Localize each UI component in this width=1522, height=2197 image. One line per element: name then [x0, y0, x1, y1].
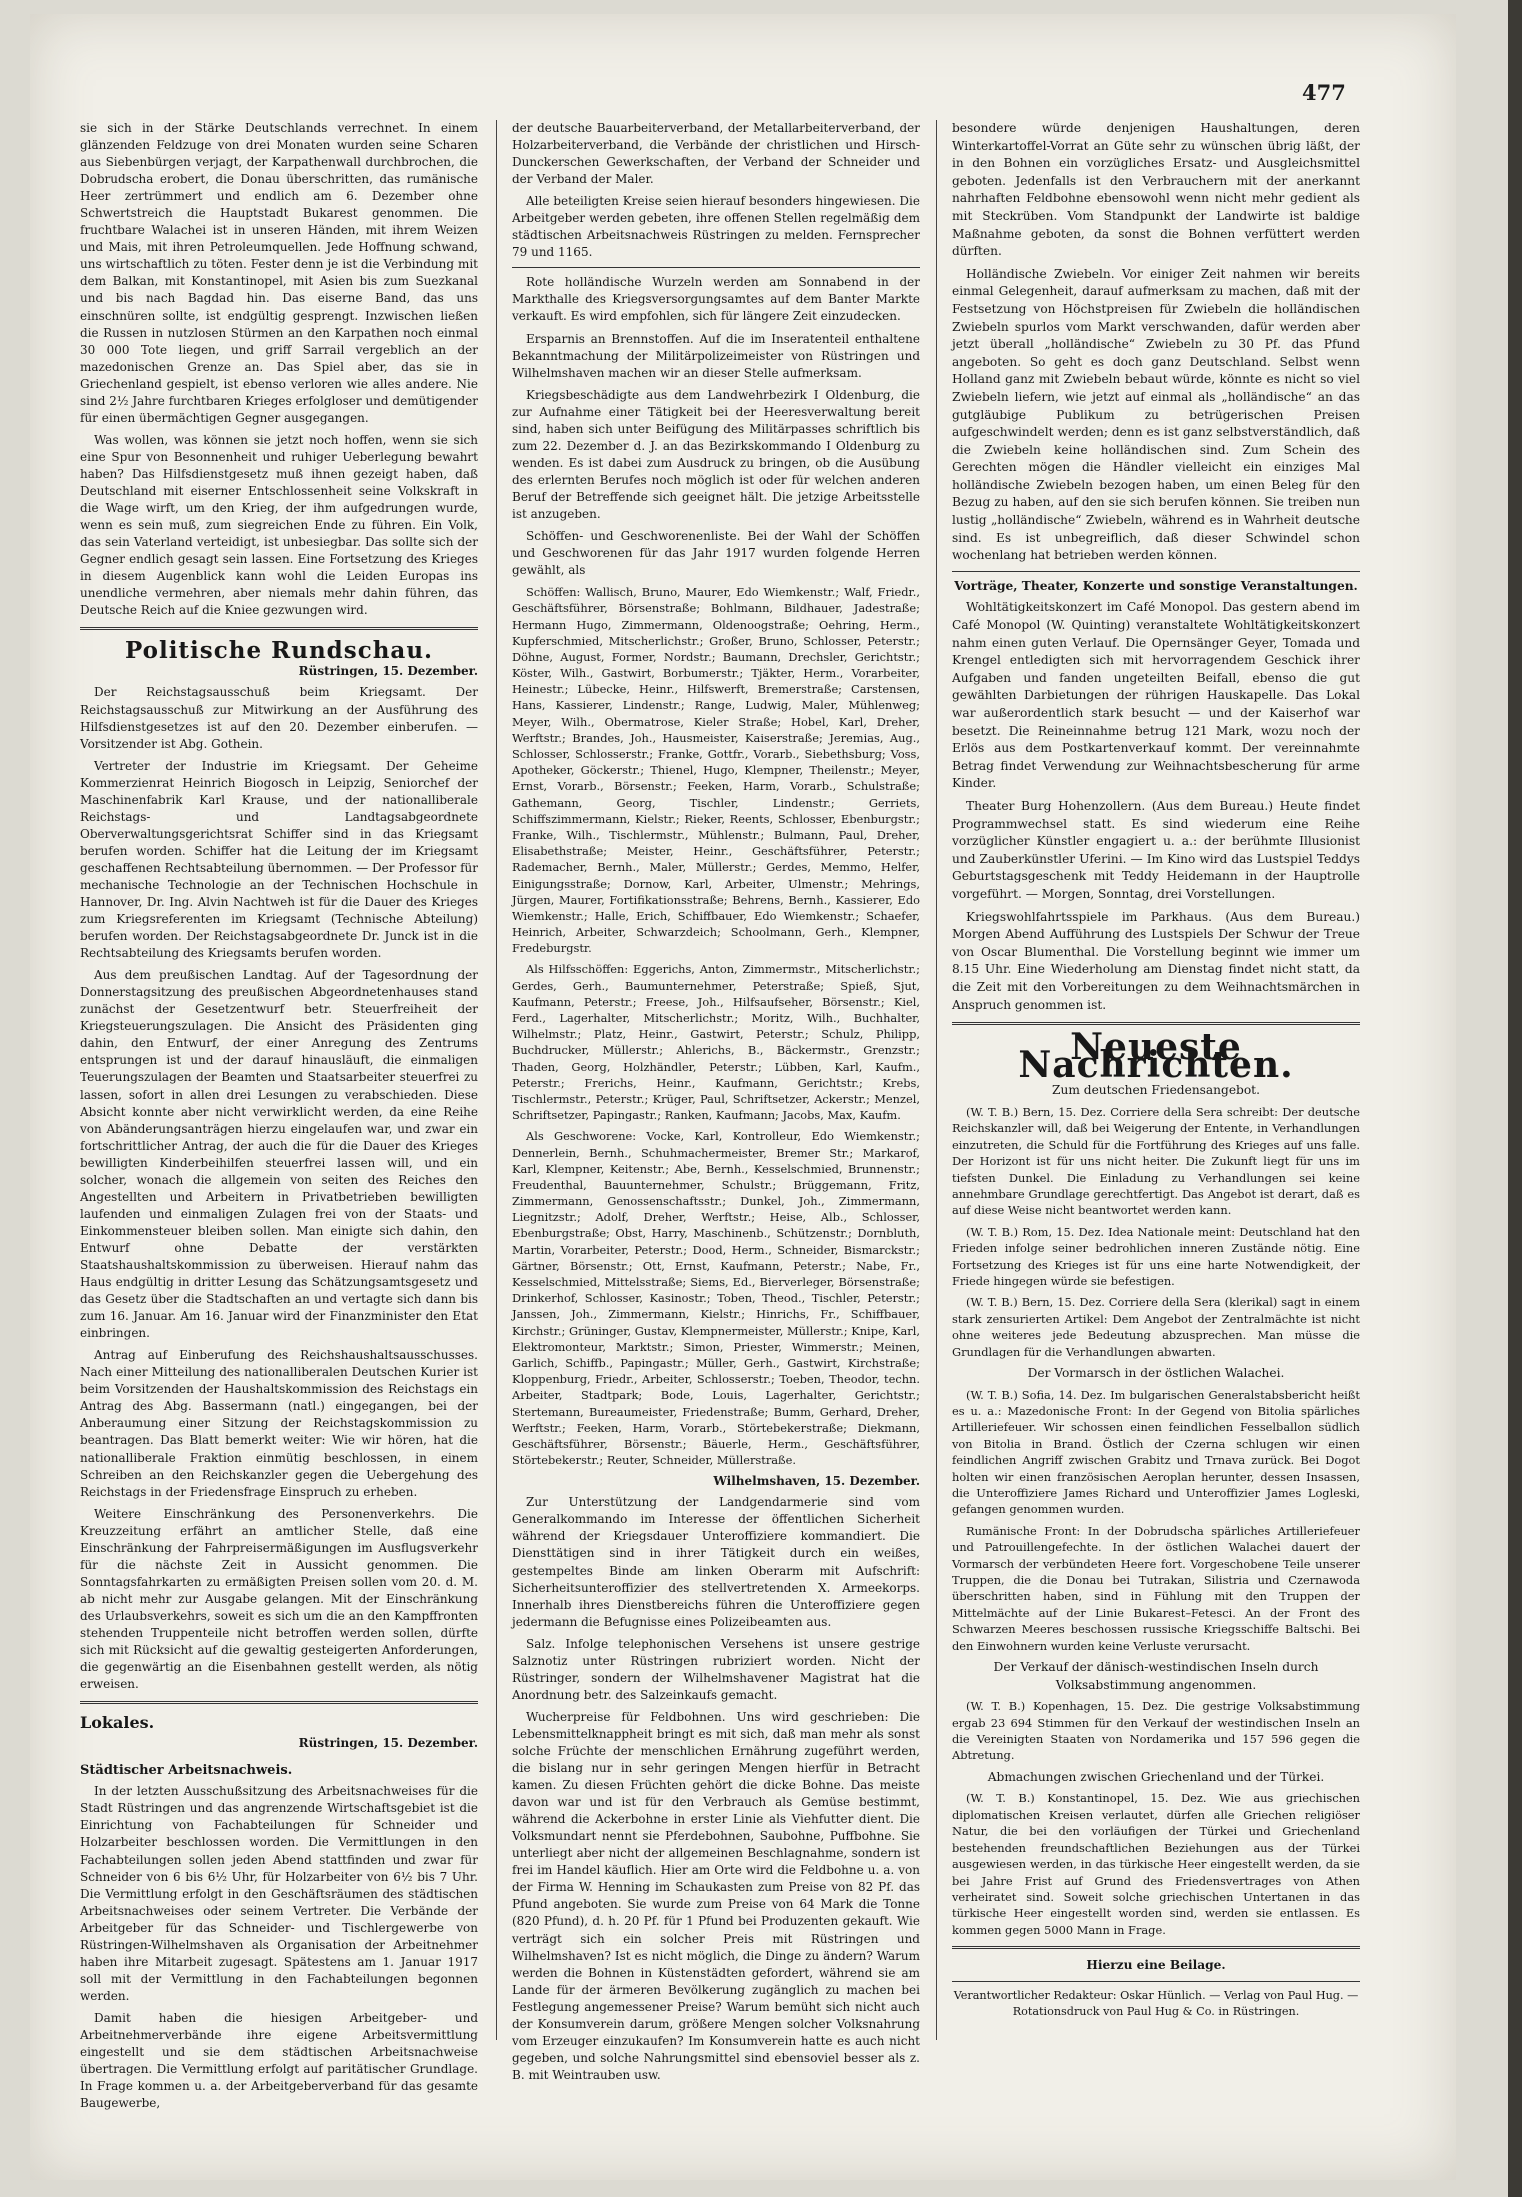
- divider: [952, 1981, 1360, 1982]
- name-list: Schöffen: Wallisch, Bruno, Maurer, Edo Wiemkenstr.; Walf, Friedr., Geschäftsführer, Börsenstraße; Bohlmann, Bildhauer, Jadestraße; Hermann Hugo, Zimmermann, Oldenoogstraße; Oehring, Herm., Kupferschmied, Mitscherlichstr.; Großer, Bruno, Schlosser, Peterstr.; Döhne, August, Former, Nordstr.; Baumann, Drechsler, Gerichtstr.; Köster, Wilh., Gastwirt, Borbumerstr.; Tjäkter, Herm., Vorarbeiter, Heinestr.; Lübecke, Heinr., Hilfswerft, Bremerstraße; Carstensen, Hans, Kassierer, Lindenstr.; Range, Ludwig, Maler, Mühlenweg; Meyer, Wilh., Obermatrose, Kieler Straße; Hobel, Karl, Dreher, Werftstr.; Brandes, Joh., Hausmeister, Kaiserstraße; Jeremias, Aug., Schlosser, Schlosserstr.; Franke, Gottfr., Vorarb., Siebethsburg; Voss, Apotheker, Göckerstr.; Thienel, Hugo, Klempner, Theilenstr.; Meyer, Ernst, Vorarb., Börsenstr.; Feeken, Harm, Vorarb., Schulstraße; Gathemann, Georg, Tischler, Lindenstr.; Gerriets, Schiffszimmermann, Kielstr.; Rieker, Reents, Schlosser, Ebenburgstr.; Franke, Wilh., Tischlermstr., Mühlenstr.; Bulmann, Paul, Dreher, Elisabethstraße; Meister, Heinr., Geschäftsführer, Peterstr.; Rademacher, Bernh., Maler, Müllerstr.; Gerdes, Memmo, Helfer, Einigungsstraße; Dornow, Karl, Arbeiter, Ulmenstr.; Mehrings, Jürgen, Maurer, Fortifikationsstraße; Behrens, Bernh., Kassierer, Edo Wiemkenstr.; Halle, Erich, Schiffbauer, Edo Wiemkenstr.; Schaefer, Heinrich, Arbeiter, Schwarzdeich; Schoolmann, Gerh., Klempner, Fredeburgstr.: [512, 585, 920, 956]
- dateline: Rüstringen, 15. Dezember.: [298, 1736, 478, 1751]
- article-paragraph: Der Reichstagsausschuß beim Kriegsamt. Der Reichstagsausschuß zur Mitwirkung an der Ausführung des Hilfsdienstgesetzes ist auf den 20. Dezember einberufen. — Vorsitzender ist Abg. Gothein.: [80, 685, 478, 751]
- section-heading-neueste: Neueste Nachrichten.: [1018, 1026, 1294, 1086]
- column-3: [952, 120, 1360, 2020]
- article-paragraph: Wohltätigkeitskonzert im Café Monopol. Das gestern abend im Café Monopol (W. Quinting) veranstaltete Wohltätigkeitskonzert nahm einen guten Verlauf. Die Opernsänger Geyer, Tomada und Krengel entledigten sich mit hervorragendem Geschick ihrer Aufgaben und fanden ungeteilten Beifall, ebenso die gut gewählten Darbietungen der rührigen Hauskapelle. Das Lokal war außerordentlich stark besucht — und der Kaiserhof war besetzt. Die Reineinnahme betrug 121 Mark, wozu noch der Erlös aus dem Postkartenverkauf kommt. Der vereinnahmte Betrag findet Verwendung zur Weihnachtsbescherung für arme Kinder.: [952, 600, 1360, 791]
- news-item: (W. T. B.) Rom, 15. Dez. Idea Nationale meint: Deutschland hat den Frieden infolge seiner bedrohlichen inneren Zustände nötig. Eine Fortsetzung des Krieges ist für uns eine harte Notwendigkeit, der Friede hingegen würde sie befestigen.: [952, 1224, 1360, 1288]
- article-paragraph: Wucherpreise für Feldbohnen. Uns wird geschrieben: Die Lebensmittelknappheit bringt es mit sich, daß man mehr als sonst solche Früchte der menschlichen Ernährung zugeführt werden, die bislang nur in sehr geringen Mengen hierfür in Betracht kamen. Zu diesen Früchten gehört die dicke Bohne. Das meiste davon war und ist für den Verbrauch als Gemüse bestimmt, während die Ackerbohne in erster Linie als Viehfutter dient. Die Volksmundart nennt sie Pferdebohnen, Saubohne, Puffbohne. Sie unterliegt aber nicht der allgemeinen Beschlagnahme, sondern ist frei im Handel käuflich. Hier am Orte wird die Feldbohne u. a. von der Firma W. Henning im Schaukasten zum Preise von 82 Pf. das Pfund angeboten. Sie wurde zum Preise von 64 Mark die Tonne (820 Pfund), d. h. 20 Pf. für 1 Pfund bei Produzenten gekauft. Wie verträgt sich ein solcher Preis mit Rüstringen und Wilhelmshaven? Ist es nicht möglich, die Dinge zu ändern? Warum werden die Bohnen in Küstenstädten gefordert, während sie am Lande für der ärmeren Bevölkerung zugänglich zu machen bei Festlegung angemessener Preise? Warum bemüht sich nicht auch der Konsumverein darum, größere Mengen solcher Volksnahrung vom Erzeuger einzukaufen? Im Konsumverein hatte es auch nicht gegeben, und solche Nahrungsmittel sind ebensoviel besser als z. B. mit Weintrauben usw.: [512, 1709, 920, 2082]
- divider: [80, 627, 478, 630]
- subheading: Zum deutschen Friedensangebot.: [1052, 1083, 1260, 1098]
- article-paragraph: Zur Unterstützung der Landgendarmerie sind vom Generalkommando im Interesse der öffentlichen Sicherheit während der Kriegsdauer Unteroffiziere kommandiert. Die Diensttätigen sind in ihrer Tätigkeit durch ein weißes, gestempeltes Binde am linken Oberarm mit Aufschrift: Sicherheitsunteroffizier des stellvertretenden X. Armeekorps. Innerhalb ihres Dienstbereichs führen die Unteroffiziere gegen jedermann die Befugnisse eines Polizeibeamten aus.: [512, 1495, 920, 1629]
- article-paragraph: Holländische Zwiebeln. Vor einiger Zeit nahmen wir bereits einmal Gelegenheit, darauf aufmerksam zu machen, daß mit der Festsetzung von Höchstpreisen für Zwiebeln die holländischen Zwiebeln spurlos vom Markt verschwanden, dafür werden aber jetzt überall „holländische“ Zwiebeln zu 30 Pf. das Pfund angeboten. So geht es doch ganz Deutschland. Selbst wenn Holland ganz mit Zwiebeln bebaut würde, könnte es nicht so viel Zwiebeln liefern, wie jetzt auf einmal als „holländische“ an das gutgläubige Publikum zu betrügerischen Preisen aufgeschwindelt werden; denn es ist ganz selbstverständlich, daß die Zwiebeln keine holländischen sind. Zum Schein des Gerechten mögen die Händler vielleicht ein einziges Mal holländische Zwiebeln bezogen haben, um einen Beleg für den Bezug zu haben, auf den sie sich berufen können. Sie treiben nun lustig „holländische“ Zwiebeln, während es in Wahrheit deutsche sind. Es ist unbegreiflich, daß dieser Schwindel schon wochenlang hat betrieben werden können.: [952, 266, 1360, 563]
- section-heading-vortraege: Vorträge, Theater, Konzerte und sonstige Veranstaltungen.: [954, 578, 1358, 593]
- page-number: 477: [1302, 80, 1346, 105]
- article-paragraph: der deutsche Bauarbeiterverband, der Metallarbeiterverband, der Holzarbeiterverband, die Verbände der christlichen und Hirsch-Dunckerschen Gewerkschaften, der Verband der Schneider und der Verband der Maler.: [512, 121, 920, 187]
- supplement-note: Hierzu eine Beilage.: [1086, 1958, 1226, 1973]
- article-paragraph: Schöffen- und Geschworenenliste. Bei der Wahl der Schöffen und Geschworenen für das Jahr 1917 wurden folgende Herren gewählt, als: [512, 529, 920, 578]
- column-rule-left: [496, 120, 497, 2040]
- article-paragraph: Kriegswohlfahrtsspiele im Parkhaus. (Aus dem Bureau.) Morgen Abend Aufführung des Lustspiels Der Schwur der Treue von Oscar Blumenthal. Die Vorstellung beginnt wie immer um 8.15 Uhr. Eine Wiederholung am Dienstag findet nicht statt, da die Zeit mit den Vorbereitungen zu dem Weihnachtsmärchen in Anspruch genommen ist.: [952, 909, 1360, 1012]
- section-heading-lokales: Lokales.: [80, 1713, 155, 1733]
- dateline: Wilhelmshaven, 15. Dezember.: [713, 1474, 920, 1489]
- divider: [512, 267, 920, 268]
- article-paragraph: Rote holländische Wurzeln werden am Sonnabend in der Markthalle des Kriegsversorgungsamtes auf dem Banter Markte verkauft. Es wird empfohlen, sich für längere Zeit einzudecken.: [512, 275, 920, 324]
- article-paragraph: Vertreter der Industrie im Kriegsamt. Der Geheime Kommerzienrat Heinrich Biogosch in Leipzig, Seniorchef der Maschinenfabrik Karl Krause, und der nationalliberale Reichstags- und Landtagsabgeordnete Oberverwaltungsgerichtsrat Schiffer sind in das Kriegsamt berufen worden. Schiffer hat die Leitung der im Kriegsamt geschaffenen Rechtsabteilung übernommen. — Der Professor für mechanische Technologie an der Technischen Hochschule in Hannover, Dr. Ing. Alvin Nachtweh ist für die Dauer des Krieges zum Kriegsreferenten im Kriegsamt (Technische Abteilung) berufen worden. Der Reichstagsabgeordnete Dr. Junck ist in die Rechtsabteilung des Kriegsamts berufen worden.: [80, 758, 478, 961]
- imprint: Verantwortlicher Redakteur: Oskar Hünlich. — Verlag von Paul Hug. — Rotationsdruck von Paul Hug & Co. in Rüstringen.: [953, 1988, 1359, 2018]
- article-paragraph: Damit haben die hiesigen Arbeitgeber- und Arbeitnehmerverbände ihre eigene Arbeitsvermittlung eingestellt und sie dem städtischen Arbeitsnachweise übertragen. Die Vermittlung erfolgt auf paritätischer Grundlage. In Frage kommen u. a. der Arbeitgeberverband für das gesamte Baugewerbe,: [80, 2010, 478, 2111]
- subheading: Der Vormarsch in der östlichen Walachei.: [1027, 1365, 1285, 1380]
- dateline: Rüstringen, 15. Dezember.: [298, 664, 478, 679]
- scan-edge: [1508, 0, 1522, 2197]
- article-paragraph: Alle beteiligten Kreise seien hierauf besonders hingewiesen. Die Arbeitgeber werden gebeten, ihre offenen Stellen regelmäßig dem städtischen Arbeitsnachweis Rüstringen zu melden. Fernsprecher 79 und 1165.: [512, 194, 920, 260]
- news-item: (W. T. B.) Kopenhagen, 15. Dez. Die gestrige Volksabstimmung ergab 23 694 Stimmen für den Verkauf der westindischen Inseln an die Vereinigten Staaten von Nordamerika und 157 596 gegen die Abtretung.: [952, 1699, 1360, 1763]
- article-paragraph: Aus dem preußischen Landtag. Auf der Tagesordnung der Donnerstagsitzung des preußischen Abgeordnetenhauses stand zunächst der Gesetzentwurf betr. Steuerfreiheit der Kriegsteuerungszulagen. Die Ansicht des Präsidenten ging dahin, den Entwurf, der einer Anregung des Zentrums entsprungen ist und der darauf hinausläuft, die einmaligen Teuerungszulagen der Beamten und Staatsarbeiter steuerfrei zu lassen, sofort in allen drei Lesungen zu verabschieden. Diese Absicht konnte aber nicht verwirklicht werden, da eine Reihe von Abänderungsanträgen hierzu eingelaufen war, und zwar ein fortschrittlicher Antrag, der auch die für die Dauer des Krieges bewilligten Kinderbeihilfen steuerfrei lassen will, und ein solcher, wonach die allgemein von seiten des Reiches den Angestellten und Arbeitern in Privatbetrieben bewilligten laufenden und einmaligen Zulagen frei von der Staats- und Einkommensteuer bleiben sollen. Man einigte sich dahin, den Entwurf ohne Debatte der verstärkten Staatshaushaltskommission zu überweisen. Hierauf nahm das Haus endgültig in dritter Lesung das Schätzungsamtsgesetz und das Gesetz über die Stadtschaften an und vertagte sich dann bis zum 16. Januar. Am 16. Januar wird der Finanzminister den Etat einbringen.: [80, 968, 478, 1341]
- news-item: (W. T. B.) Bern, 15. Dez. Corriere della Sera (klerikal) sagt in einem stark zensurierten Artikel: Dem Angebot der Zentralmächte ist nicht ohne weiteres jede Bedeutung abzusprechen. Man müsse die Grundlagen für die Verhandlungen abwarten.: [952, 1295, 1360, 1359]
- article-paragraph: sie sich in der Stärke Deutschlands verrechnet. In einem glänzenden Feldzuge von drei Monaten wurden seine Scharen aus Siebenbürgen verjagt, der Karpathenwall durchbrochen, die Dobrudscha erobert, die Donau überschritten, das rumänische Heer zertrümmert und endlich am 6. Dezember ohne Schwertstreich die Hauptstadt Bukarest genommen. Die fruchtbare Walachei ist in unseren Händen, mit ihrem Weizen und Mais, mit ihren Petroleumquellen. Jede Hoffnung schwand, uns wirtschaftlich zu töten. Fester denn je ist die Verbindung mit dem Balkan, mit Konstantinopel, mit Asien bis zum Suezkanal und bis nach Bagdad hin. Das eiserne Band, das uns einschnüren sollte, ist endgültig gesprengt. Inzwischen ließen die Russen in nutzlosen Stürmen an den Karpathen noch einmal 30 000 Tote liegen, und griff Sarrail vergeblich an der mazedonischen Grenze an. Das Spiel aber, das sie in Griechenland gespielt, ist ebenso verloren wie alles andere. Nie sind 2½ Jahre furchtbaren Krieges erfolgloser und demütigender für einen übermächtigen Gegner ausgegangen.: [80, 121, 478, 425]
- subheading: Städtischer Arbeitsnachweis.: [80, 1763, 293, 1779]
- article-paragraph: Theater Burg Hohenzollern. (Aus dem Bureau.) Heute findet Programmwechsel statt. Es sind wiederum eine Reihe vorzüglicher Künstler engagiert u. a.: der berühmte Illusionist und Zauberkünstler Uferini. — Im Kino wird das Lustspiel Teddys Geburtstagsgeschenk mit Teddy Heidemann in der Hauptrolle vorgeführt. — Morgen, Sonntag, drei Vorstellungen.: [952, 798, 1360, 901]
- news-item: (W. T. B.) Sofia, 14. Dez. Im bulgarischen Generalstabsbericht heißt es u. a.: Mazedonische Front: In der Gegend von Bitolia spärliches Artilleriefeuer. Wir schossen einen feindlichen Fesselballon südlich von Bitolia in Brand. Östlich der Czerna schlugen wir einen feindlichen Angriff zwischen Grabitz und Trnava zurück. Bei Dogot holten wir einen französischen Aeroplan herunter, dessen Insassen, die Unteroffiziere James Richard und Unteroffizier James Logleski, gefangen genommen wurden.: [952, 1387, 1360, 1517]
- article-paragraph: Weitere Einschränkung des Personenverkehrs. Die Kreuzzeitung erfährt an amtlicher Stelle, daß eine Einschränkung der Fahrpreisermäßigungen im Ausflugsverkehr für die nächste Zeit in Aussicht genommen. Die Sonntagsfahrkarten zu ermäßigten Preisen sollen vom 20. d. M. ab nicht mehr zur Ausgabe gelangen. Mit der Einschränkung des Urlaubsverkehrs, soweit es sich um die an den Kampffronten stehenden Truppenteile nicht betroffen werden sollen, dürfte sich mit Rücksicht auf die gewaltig gesteigerten Anforderungen, die gegenwärtig an die Eisenbahnen gestellt werden, als nötig erweisen.: [80, 1506, 478, 1692]
- article-paragraph: Antrag auf Einberufung des Reichshaushaltsausschusses. Nach einer Mitteilung des nationalliberalen Deutschen Kurier ist beim Vorsitzenden der Haushaltskommission des Reichstags ein Antrag des Abg. Bassermann (natl.) eingegangen, bei der Anberaumung einer Sitzung der Reichstagskommission zu beantragen. Das Blatt bemerkt weiter: Wie wir hören, hat die nationalliberale Fraktion einmütig beschlossen, in einem Schreiben an den Reichskanzler gegen die Uebergehung des Reichstags in der Friedensfrage Einspruch zu erheben.: [80, 1348, 478, 1499]
- article-paragraph: Salz. Infolge telephonischen Versehens ist unsere gestrige Salznotiz unter Rüstringen rubriziert worden. Nicht der Rüstringer, sondern der Wilhelmshavener Magistrat hat die Anordnung betr. des Salzeinkaufs gemacht.: [512, 1636, 920, 1702]
- article-paragraph: Ersparnis an Brennstoffen. Auf die im Inseratenteil enthaltene Bekanntmachung der Militärpolizeimeister von Rüstringen und Wilhelmshaven machen wir an dieser Stelle aufmerksam.: [512, 331, 920, 380]
- column-2: [512, 120, 920, 2089]
- subheading: Der Verkauf der dänisch-westindischen Inseln durch Volksabstimmung angenommen.: [993, 1660, 1319, 1692]
- news-item: Rumänische Front: In der Dobrudscha spärliches Artilleriefeuer und Patrouillengefechte. In der östlichen Walachei dauert der Vormarsch der verbündeten Heere fort. Vorgeschobene Teile unserer Truppen, die die Donau bei Tutrakan, Silistria und Czernawoda überschritten haben, sind in Fühlung mit den Truppen der Mittelmächte auf der Linie Bukarest–Fetesci. An der Front des Schwarzen Meeres beschossen russische Kriegsschiffe Baltschi. Bei den Einwohnern wurden keine Verluste verursacht.: [952, 1523, 1360, 1653]
- article-paragraph: In der letzten Ausschußsitzung des Arbeitsnachweises für die Stadt Rüstringen und das angrenzende Wirtschaftsgebiet ist die Einrichtung von Fachabteilungen für Schneider und Holzarbeiter beschlossen worden. Die Vermittlungen in den Fachabteilungen sollen jeden Abend stattfinden und zwar für Schneider von 6 bis 6½ Uhr, für Holzarbeiter von 6½ bis 7 Uhr. Die Vermittlung erfolgt in den Geschäftsräumen des städtischen Arbeitsnachweises oder seinem Vertreter. Die Verbände der Arbeitgeber für das Schneider- und Tischlergewerbe von Rüstringen-Wilhelmshaven als Organisation der Arbeitnehmer haben ihre Mitarbeit zugesagt. Spätestens am 1. Januar 1917 soll mit der Vermittlung in den Fachabteilungen begonnen werden.: [80, 1784, 478, 2003]
- divider: [80, 1701, 478, 1704]
- column-rule-right: [936, 120, 937, 2040]
- name-list: Als Hilfsschöffen: Eggerichs, Anton, Zimmermstr., Mitscherlichstr.; Gerdes, Gerh., Baumunternehmer, Peterstraße; Spieß, Sjut, Kaufmann, Peterstr.; Freese, Joh., Hilfsaufseher, Börsenstr.; Kiel, Ferd., Lagerhalter, Mitscherlichstr.; Moritz, Wilh., Buchhalter, Wilhelmstr.; Platz, Heinr., Gastwirt, Peterstr.; Schulz, Philipp, Buchdrucker, Müllerstr.; Ahlerichs, B., Bäckermstr., Grenzstr.; Thaden, Georg, Holzhändler, Peterstr.; Lübben, Karl, Kaufm., Peterstr.; Frerichs, Heinr., Kaufmann, Gerichtstr.; Krebs, Tischlermstr., Peterstr.; Krüger, Paul, Schriftsetzer, Ackerstr.; Menzel, Schriftsetzer, Papingastr.; Ranken, Kaufmann; Jacobs, Max, Kaufm.: [512, 962, 920, 1123]
- article-paragraph: Was wollen, was können sie jetzt noch hoffen, wenn sie sich eine Spur von Besonnenheit und ruhiger Ueberlegung bewahrt haben? Das Hilfsdienstgesetz muß ihnen gezeigt haben, daß Deutschland mit eiserner Entschlossenheit seine Volkskraft in die Wage wirft, um den Krieg, der ihm aufgedrungen wurde, wenn es sein muß, zum siegreichen Ende zu führen. Ein Volk, das sein Vaterland verteidigt, ist unbesiegbar. Das sollte sich der Gegner endlich gesagt sein lassen. Eine Fortsetzung des Krieges in diesem Augenblick kann wohl die Leiden Europas ins unendliche vermehren, aber niemals mehr dahin führen, das Deutsche Reich auf die Kniee gezwungen wird.: [80, 432, 478, 618]
- divider: [952, 1022, 1360, 1025]
- article-paragraph: besondere würde denjenigen Haushaltungen, deren Winterkartoffel-Vorrat an Güte sehr zu wünschen übrig läßt, der in den Bohnen ein vorzügliches Ersatz- und Ausgleichsmittel geboten. Jedenfalls ist den Verbrauchern mit der anerkannt nahrhaften Feldbohne ebensowohl wenn nicht mehr gedient als mit Steckrüben. Vom Standpunkt der Landwirte ist baldige Maßnahme geboten, da sonst die Bohnen verfüttert werden dürften.: [952, 121, 1360, 259]
- subheading: Abmachungen zwischen Griechenland und der Türkei.: [987, 1769, 1325, 1784]
- news-item: (W. T. B.) Konstantinopel, 15. Dez. Wie aus griechischen diplomatischen Kreisen verlautet, dürfen alle Griechen religiöser Natur, die bei den vorläufigen der Türkei und Griechenland bestehenden freundschaftlichen Beziehungen aus der Türkei ausgewiesen werden, in das türkische Heer eingestellt werden, da sie bei Jahre Frist auf Grund des Friedensvertrages von Athen verheiratet sind. Soweit solche griechischen Untertanen in das türkische Heer eingestellt worden sind, werden sie entlassen. Es kommen gegen 5000 Mann in Frage.: [952, 1791, 1360, 1937]
- divider: [952, 571, 1360, 572]
- divider: [952, 1946, 1360, 1949]
- column-1: [80, 120, 478, 2117]
- section-heading-politik: Politische Rundschau.: [124, 637, 434, 665]
- news-item: (W. T. B.) Bern, 15. Dez. Corriere della Sera schreibt: Der deutsche Reichskanzler will, daß bei Weigerung der Entente, in Verhandlungen einzutreten, die Schuld für die Fortführung des Krieges auf uns falle. Der Horizont ist für uns nicht heiter. Die Zukunft liegt für uns im tiefsten Dunkel. Die Einladung zu Verhandlungen sei keine annehmbare Grundlage gerechtfertigt. Das Angebot ist derart, daß es auf diese Weise nicht beantwortet werden kann.: [952, 1104, 1360, 1218]
- article-paragraph: Kriegsbeschädigte aus dem Landwehrbezirk I Oldenburg, die zur Aufnahme einer Tätigkeit bei der Heeresverwaltung bereit sind, haben sich unter Beifügung des Militärpasses schriftlich bis zum 22. Dezember d. J. an das Bezirkskommando I Oldenburg zu wenden. Es ist dabei zum Ausdruck zu bringen, ob die Ausübung des erlernten Berufes noch möglich ist oder für welchen anderen Beruf der Betreffende sich geeignet hält. Die jetzige Arbeitsstelle ist anzugeben.: [512, 387, 920, 521]
- name-list: Als Geschworene: Vocke, Karl, Kontrolleur, Edo Wiemkenstr.; Dennerlein, Bernh., Schuhmachermeister, Bremer Str.; Markarof, Karl, Klempner, Keitenstr.; Abe, Bernh., Kesselschmied, Brunnenstr.; Freudenthal, Bauunternehmer, Schulstr.; Brüggemann, Fritz, Zimmermann, Genossenschaftsstr.; Dunkel, Joh., Zimmermann, Liegnitzstr.; Adolf, Dreher, Werftstr.; Heise, Alb., Schlosser, Ebenburgstraße; Obst, Harry, Maschinenb., Schützenstr.; Dornbluth, Martin, Vorarbeiter, Peterstr.; Dood, Herm., Schneider, Bismarckstr.; Gärtner, Börsenstr.; Ott, Ernst, Kaufmann, Peterstr.; Nabe, Fr., Kesselschmied, Mittelsstraße; Siems, Ed., Bierverleger, Börsenstraße; Drinkerhof, Schlosser, Kasinostr.; Toben, Theod., Tischler, Peterstr.; Janssen, Joh., Zimmermann, Kielstr.; Hinrichs, Fr., Schiffbauer, Kirchstr.; Grüninger, Gustav, Klempnermeister, Müllerstr.; Knipe, Karl, Elektromonteur, Marktstr.; Simon, Priester, Wimmerstr.; Meinen, Garlich, Schiffb., Papingastr.; Müller, Gerh., Gastwirt, Kirchstraße; Kloppenburg, Friedr., Arbeiter, Schlosserstr.; Toeben, Theodor, techn. Arbeiter, Stadtpark; Bode, Louis, Lagerhalter, Gerichtstr.; Stertemann, Bureaumeister, Friedenstraße; Bumm, Gerhard, Dreher, Werftstr.; Feeken, Harm, Vorarb., Störtebekerstraße; Diekmann, Geschäftsführer, Börsenstr.; Bäuerle, Herm., Geschäftsführer, Störtebekerstr.; Reuter, Schneider, Müllerstraße.: [512, 1129, 920, 1468]
